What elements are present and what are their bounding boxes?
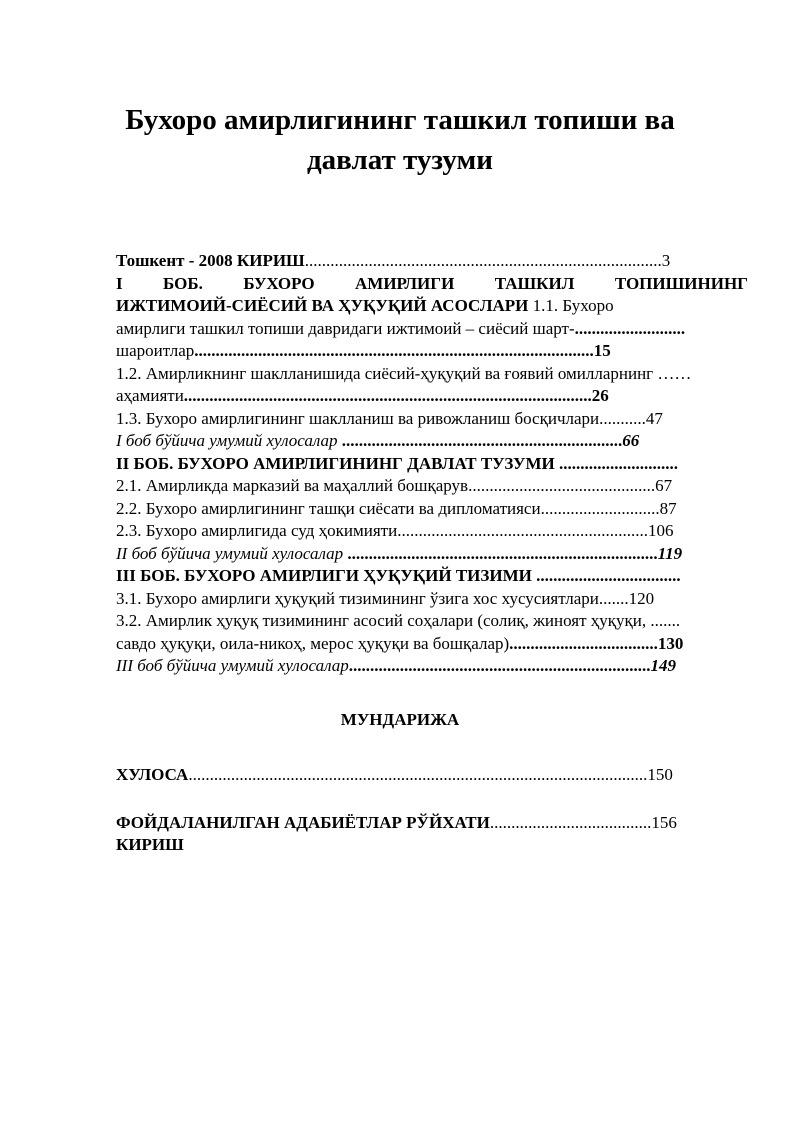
toc-page: 149 [650, 656, 677, 675]
toc-line-chapter-1-cont [116, 295, 748, 318]
toc-line-bibliography [116, 812, 748, 856]
toc-text: III боб бўйича умумий хулосалар [116, 656, 349, 675]
toc-text: ИЖТИМОИЙ-СИЁСИЙ ВА ҲУҚУҚИЙ АСОСЛАРИ [116, 296, 529, 315]
toc-line-2-1 [116, 475, 748, 498]
toc-dots: ............................................................................................................ [188, 765, 648, 784]
toc-text: II БОБ. БУХОРО АМИРЛИГИНИНГ ДАВЛАТ ТУЗУМИ [116, 453, 559, 473]
toc-page: 66 [622, 431, 640, 450]
toc-line-3-2-cont [116, 633, 748, 656]
toc-page: 130 [657, 633, 684, 653]
contents-heading: МУНДАРИЖА [340, 710, 460, 729]
toc-text: I БОБ. БУХОРО АМИРЛИГИ ТАШКИЛ ТОПИШИНИНГ [116, 273, 748, 293]
toc-dots: ........... [599, 408, 646, 428]
title-line-1: Бухоро амирлигининг ташкил топиши ва [125, 104, 675, 136]
toc-line-1-2-cont [116, 385, 748, 408]
toc-page: 156 [651, 813, 677, 832]
toc-page: 3 [661, 251, 671, 270]
toc-text: 2.2. Бухоро амирлигининг ташқи сиёсати ва дипломатияси [116, 498, 541, 518]
toc-page: 120 [628, 588, 655, 608]
toc-text: 1.2. Амирликнинг шаклланишида сиёсий-ҳуқуқий ва ғоявий омилларнинг …… [116, 363, 692, 383]
toc-dots: ........................................................... [397, 521, 648, 540]
toc-text: 1.3. Бухоро амирлигининг шаклланиш ва ривожланиш босқичлари [116, 408, 600, 428]
toc-line-3-1 [116, 588, 748, 611]
toc-text: Тошкент - 2008 КИРИШ [116, 251, 305, 270]
bibliography-line [116, 812, 748, 834]
toc-line-1-1 [116, 318, 748, 341]
toc-text: 1.1. Бухоро [528, 296, 614, 315]
toc-dots: .................................................................. [341, 431, 623, 450]
toc-text: амирлиги ташкил топиши давридаги ижтимоий – сиёсий шарт- [116, 318, 575, 338]
toc-dots: ....... [598, 588, 629, 608]
toc-dots: .................................. [536, 566, 681, 585]
toc-page: 26 [591, 386, 609, 405]
toc-line-summary-3 [116, 655, 748, 678]
toc-line-3-2 [116, 610, 748, 633]
introduction-heading: КИРИШ [116, 835, 184, 854]
title-line-2: давлат тузуми [307, 144, 493, 176]
toc-line-chapter-1 [116, 273, 748, 296]
toc-line-summary-1 [116, 430, 748, 453]
toc-dots: ....................................................................... [348, 656, 651, 675]
toc-line-2-3 [116, 520, 748, 543]
toc-line-summary-2 [116, 543, 748, 566]
toc-page: 106 [647, 521, 674, 540]
toc-text: ХУЛОСА [116, 765, 189, 784]
toc-page: 15 [593, 341, 611, 360]
toc-line-1-1-cont [116, 340, 748, 363]
toc-page: 67 [655, 476, 673, 495]
toc-line-1-3 [116, 408, 748, 431]
toc-dots: ................................... [509, 633, 658, 653]
toc-text: шароитлар [116, 341, 195, 360]
toc-dots: .................................................................................... [304, 251, 662, 270]
toc-line-1-2 [116, 363, 748, 386]
toc-text: 3.1. Бухоро амирлиги ҳуқуқий тизимининг ўзига хос хусусиятлари [116, 588, 599, 608]
toc-page: 150 [647, 765, 673, 784]
toc-text: I боб бўйича умумий хулосалар [116, 431, 342, 450]
toc-line-kirish [116, 250, 748, 273]
toc-text: 2.3. Бухоро амирлигида суд ҳокимияти [116, 521, 398, 540]
toc-dots: ............................................ [468, 476, 656, 495]
toc-text: III БОБ. БУХОРО АМИРЛИГИ ҲУҚУҚИЙ ТИЗИМИ [116, 566, 537, 585]
toc-text: 2.1. Амирликда марказий ва маҳаллий бошқарув [116, 476, 469, 495]
toc-dots: ............................ [558, 453, 678, 473]
toc-dots: ...................................... [489, 813, 652, 832]
toc-page: 47 [645, 408, 663, 428]
toc-text: аҳамияти [116, 386, 184, 405]
toc-dots: .......................... [574, 318, 686, 338]
table-of-contents [116, 250, 748, 678]
toc-text: 3.2. Амирлик ҳуқуқ тизимининг асосий соҳалари (солиқ, жиноят ҳуқуқи, ....... [116, 611, 681, 630]
toc-dots: ......................................................................... [347, 543, 658, 563]
toc-dots: ............................ [540, 498, 660, 518]
toc-text: II боб бўйича умумий хулосалар [116, 543, 348, 563]
toc-line-chapter-3 [116, 565, 748, 588]
toc-page: 87 [659, 498, 677, 518]
toc-line-chapter-2 [116, 453, 748, 476]
toc-line-2-2 [116, 498, 748, 521]
toc-text: савдо ҳуқуқи, оила-никоҳ, мерос ҳуқуқи ва бошқалар) [116, 633, 510, 653]
toc-dots: .............................................................................................. [194, 341, 594, 360]
toc-page: 119 [657, 543, 683, 563]
toc-text: ФОЙДАЛАНИЛГАН АДАБИЁТЛАР РЎЙХАТИ [116, 813, 490, 832]
document-title [0, 100, 800, 180]
toc-line-conclusion [116, 765, 673, 785]
toc-dots: ................................................................................................ [183, 386, 592, 405]
